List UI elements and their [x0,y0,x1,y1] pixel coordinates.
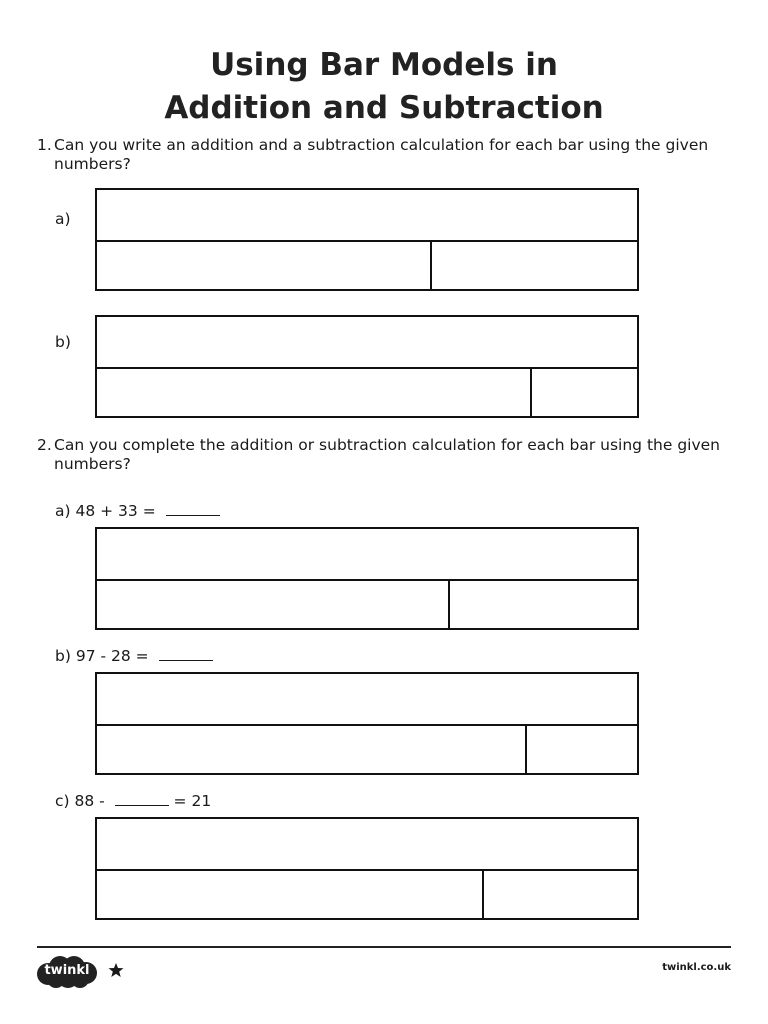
bar-part-box-1[interactable] [97,367,532,416]
title-line-2: Addition and Subtraction [164,90,604,126]
answer-blank[interactable] [115,791,169,806]
q2-c-expression: 88 - [74,792,115,810]
q2-b-equation [55,646,213,666]
question-1 [37,136,727,174]
bar-part-box-2[interactable] [448,579,637,628]
q1-a-label: a) [55,210,71,228]
bar-whole-box[interactable] [97,317,637,369]
bar-model-q2c [95,817,639,920]
bar-part-box-2[interactable] [530,367,637,416]
q2-c-result: = 21 [168,792,212,810]
bar-whole-box[interactable] [97,529,637,581]
bar-whole-box[interactable] [97,674,637,726]
star-icon [108,962,124,978]
bar-model-q2a [95,527,639,630]
q2-b-label: b) [55,647,71,665]
q2-c-equation [55,791,211,811]
q2-b-expression: 97 - 28 = [75,647,159,665]
footer-website[interactable]: twinkl.co.uk [662,962,731,973]
q2-c-label: c) [55,792,70,810]
question-2-text: Can you complete the addition or subtraction calculation for each bar using the given numbers? [54,436,720,473]
bar-model-q2b [95,672,639,775]
q1-b-label: b) [55,333,71,351]
bar-part-box-2[interactable] [525,724,637,773]
bar-part-box-1[interactable] [97,869,484,918]
bar-model-q1b [95,315,639,418]
footer-divider [37,946,731,948]
answer-blank[interactable] [159,646,213,661]
bar-whole-box[interactable] [97,819,637,871]
bar-whole-box[interactable] [97,190,637,242]
bar-part-box-1[interactable] [97,240,432,289]
q2-a-equation [55,501,220,521]
question-2-number: 2. [37,436,52,454]
bar-part-box-1[interactable] [97,724,527,773]
title-line-1: Using Bar Models in [210,47,558,83]
bar-model-q1a [95,188,639,291]
bar-part-box-2[interactable] [430,240,637,289]
q2-a-label: a) [55,502,71,520]
bar-part-box-1[interactable] [97,579,450,628]
logo-text: twinkl [44,963,90,978]
question-2 [37,436,727,474]
twinkl-logo[interactable] [36,955,98,989]
page-title [0,44,768,130]
question-1-number: 1. [37,136,52,154]
question-1-text: Can you write an addition and a subtraction calculation for each bar using the given numbers? [54,136,709,173]
answer-blank[interactable] [166,501,220,516]
q2-a-expression: 48 + 33 = [75,502,166,520]
bar-part-box-2[interactable] [482,869,637,918]
